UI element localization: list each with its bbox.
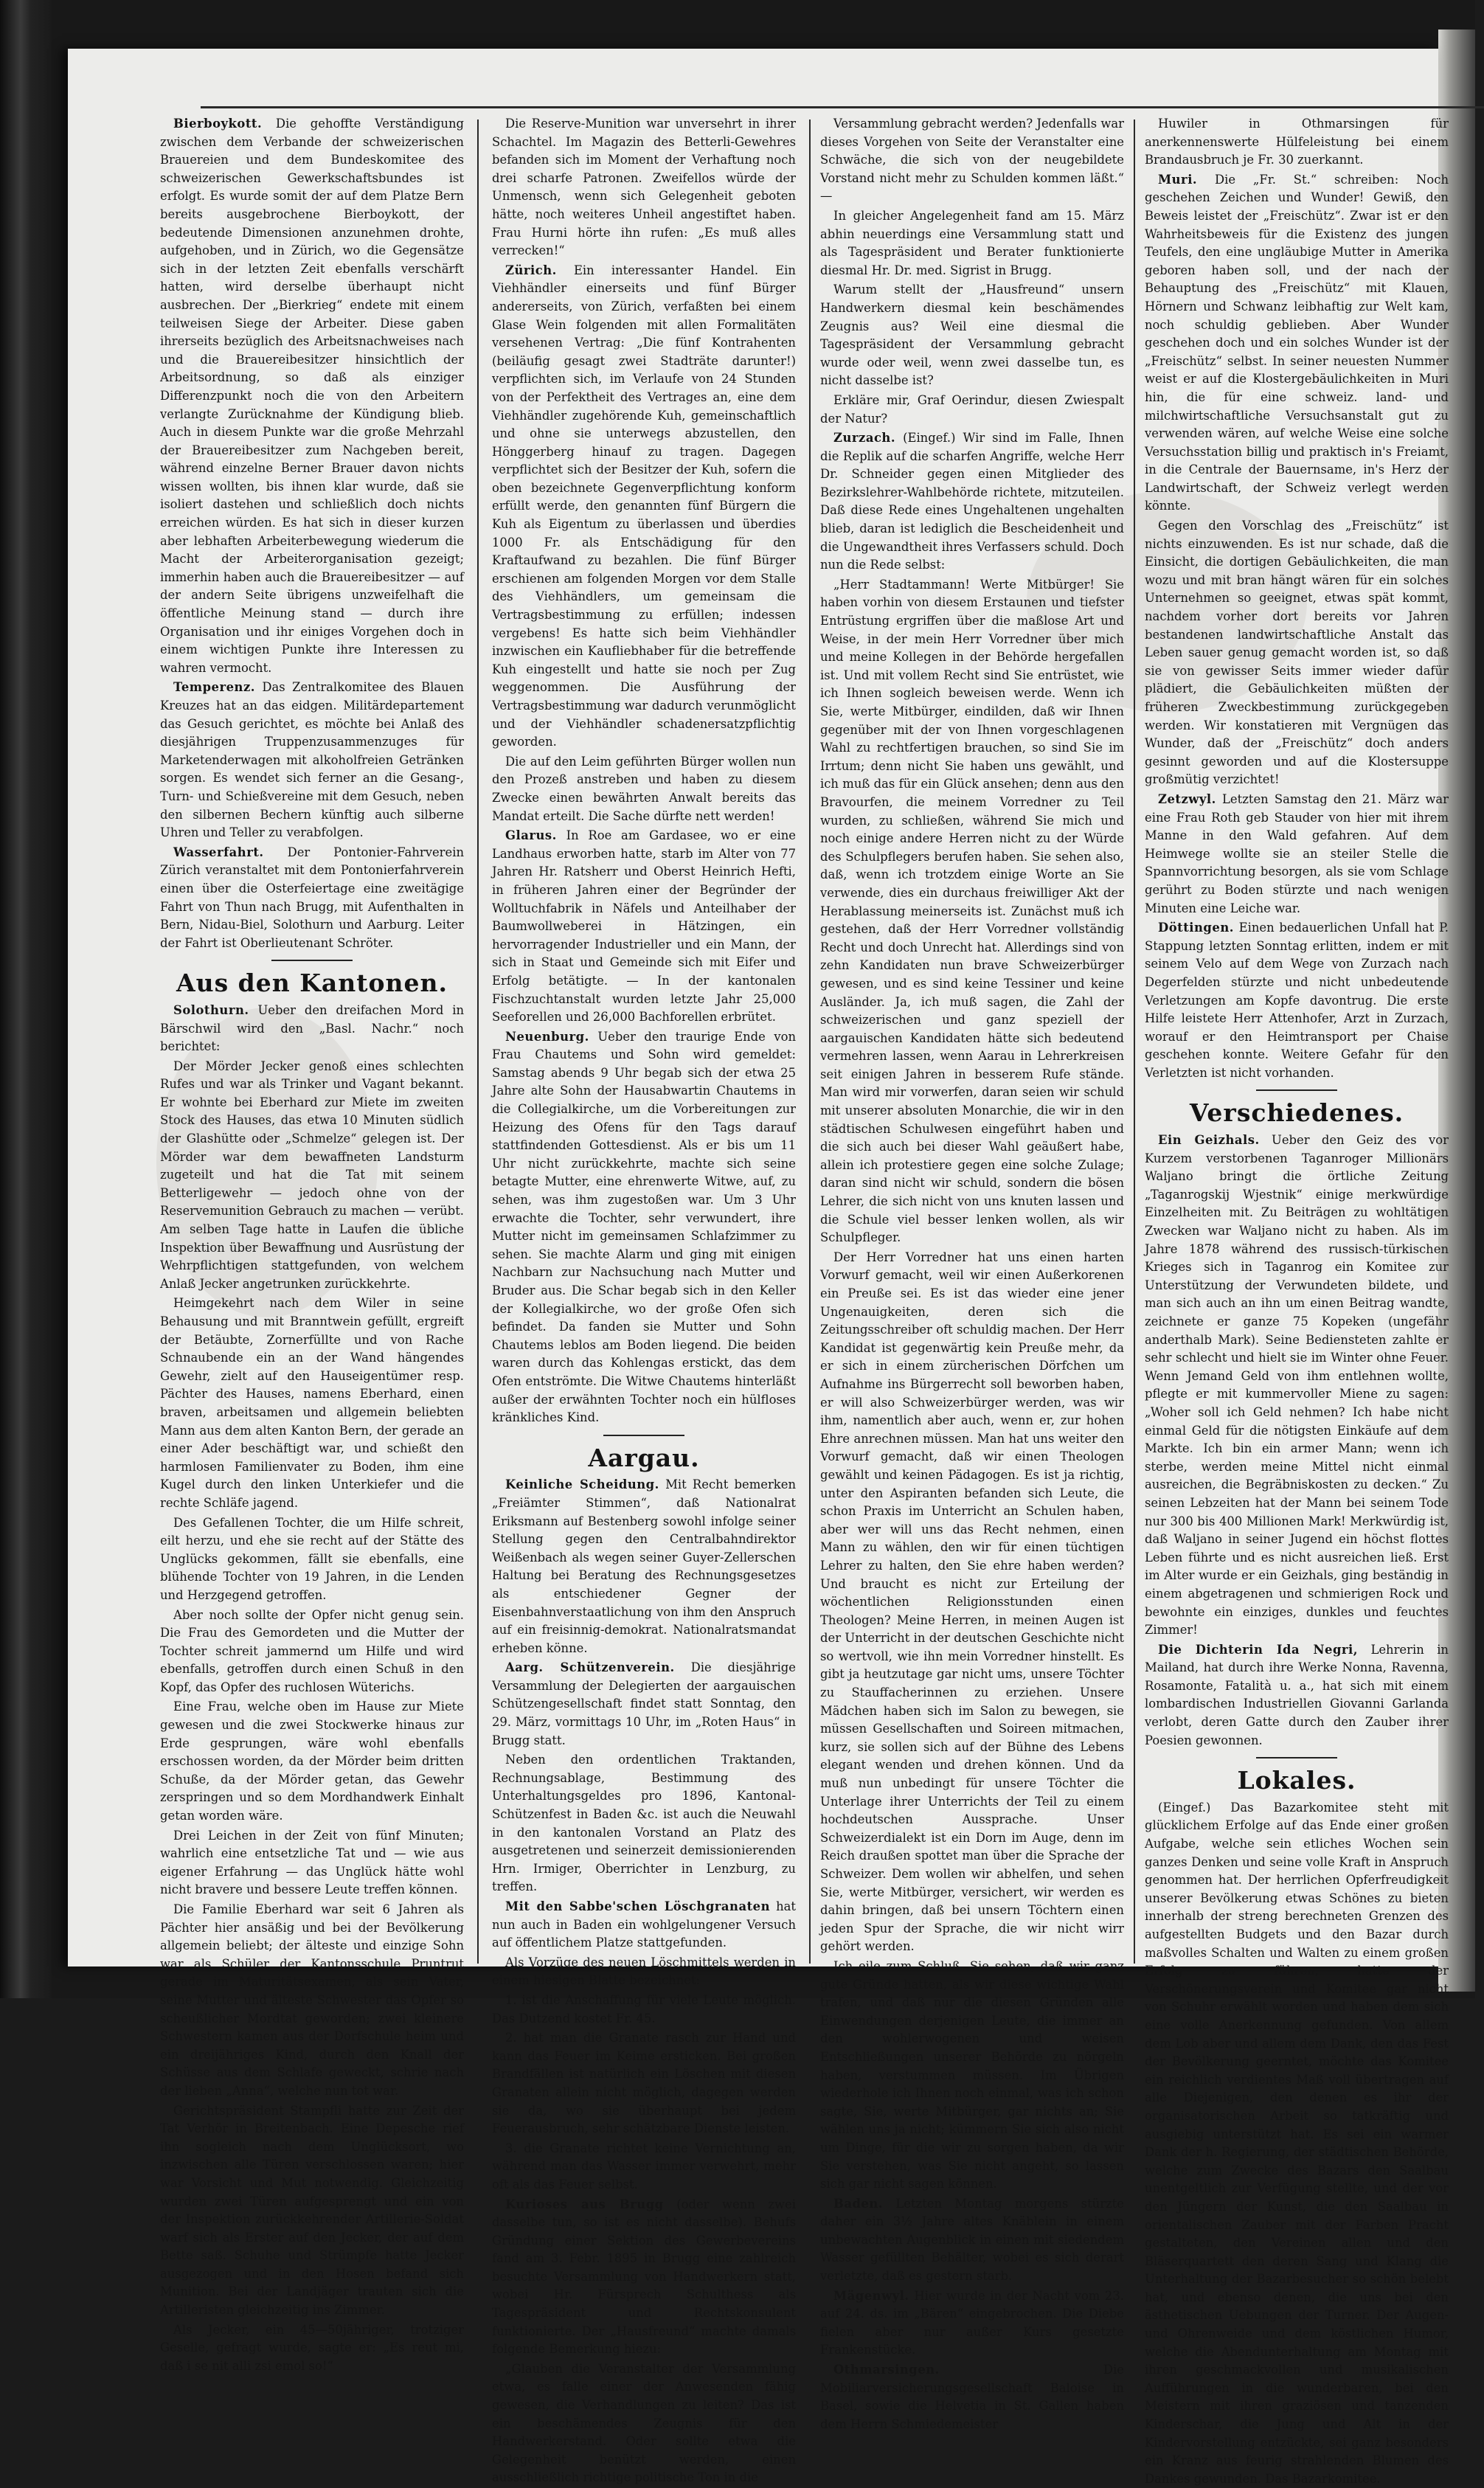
article-paragraph [1145, 115, 1449, 170]
article-paragraph [492, 1476, 796, 1657]
column-rule [477, 119, 479, 1964]
article-lead: Keinliche Scheidung. [505, 1477, 659, 1492]
column-2 [492, 115, 797, 2485]
section-divider [603, 1435, 684, 1436]
article-paragraph [160, 1698, 464, 1825]
book-binding [0, 0, 52, 1998]
article-paragraph [820, 1958, 1124, 2194]
section-divider [1256, 1089, 1337, 1091]
article-text: Ueber den traurige Ende von Frau Chautems und Sohn wird gemeldet: Samstag abends 9 Uhr begab sich der etwa 25 Jahre alte Sohn der Hausabwartin Chautems in die Collegialkirche, um die Vorbereitungen zur Heizung des Ofens für den Tags darauf stattfindenden Gottesdienst. Als er bis um 11 Uhr nicht zurückkehrte, machte sich seine betagte Mutter, eine ehrenwerte Witwe, auf, zu sehen, was ihm zugestoßen war. Um 3 Uhr erwachte die Tochter, sehr verwundert, ihre Mutter nicht im gemeinsamen Schlafzimmer zu sehen. Sie machte Alarm und ging mit einigen Nachbarn zur Nachsuchung nach Mutter und Bruder aus. Die Schar begab sich in den Keller der Kollegialkirche, wo der große Ofen sich befindet. Da fanden sie Mutter und Sohn Chautems leblos am Boden liegend. Die beiden waren durch das Kohlengas erstickt, das dem Ofen entströmte. Die Witwe Chautems hinterläßt außer der erwähnten Tochter noch ein hülfloses kränkliches Kind. [492, 1029, 797, 1425]
article-lead: Mit den Sabbe'schen Löschgranaten [505, 1899, 770, 1913]
article-text: Gegen den Vorschlag des „Freischütz“ ist nichts einzuwenden. Es ist nur schade, daß die Einsicht, die dortigen Gebäulichkeiten, die man wozu und mit bran hängt wären für ein solches Unternehmen so geeignet, etwas spät kommt, nachdem vorher dort bereits vor Jahren bestandenen landwirtschaftliche Anstalt das Leben sauer genug gemacht worden ist, so daß sie von gewisser Seits immer wieder dafür plädiert, die Gebäulichkeiten müßten der früheren Zweckbestimmung zurückgegeben werden. Wir konstatieren mit Vergnügen das Wunder, daß der „Freischütz“ doch anders gesinnt geworden und auf die Klostersuppe großmütig verzichtet! [1145, 519, 1449, 787]
article-paragraph [820, 2195, 1124, 2286]
article-text: Als Jecker, ein 45—50jähriger, trotziger Geselle, gefragt wurde, sagte er: „Es reut mi, daß i se nit alli zsi emol so!“ [160, 2322, 464, 2373]
article-lead: Döttingen. [1158, 921, 1234, 935]
article-text: Die Familie Eberhard war seit 6 Jahren als Pächter hier ansäßig und bei der Bevölkerung allgemein beliebt; der älteste und einzige Sohn war als Schüler der Kantonsschule Pruntrut gerade im Maturitätsexamen, als sein Vater, seine Mutter und älteste Schwester das Opfer so scheußlicher Mordtat geworden; zwei kleinere Schwestern kamen aus der Dorfschule heim und ein dreijähriges Kind, durch den Knall der Schüsse aus dem Schlafe geweckt, schrie nach der lieben „Anna“, welche nun tot war. [160, 1902, 464, 2098]
article-text: Der Herr Vorredner hat uns einen harten Vorwurf gemacht, weil wir einen Außerkorenen ein Preuße sei. Es ist das wieder eine jener Ungenauigkeiten, deren sich die Zeitungsschreiber oft schuldig machen. Der Herr Kandidat ist gegenwärtig kein Preuße mehr, da er sich in einem zürcherischen Dörfchen um Aufnahme ins Bürgerrecht soll beworben haben, er will also Schweizerbürger werden, was wir ihm, namentlich aber auch, wenn er, zur hohen Ehre anrechnen müssen. Man hat uns weiter den Vorwurf gemacht, daß wir einen Theologen gewählt und keinen Pädagogen. Es ist ja richtig, unter den Aspiranten befanden sich Leute, die schon Praxis im Unterricht an Schulen haben, aber wer will uns das Recht nehmen, einen Mann zu wählen, den wir für einen tüchtigen Lehrer zu halten, den Sie ehre haben werden? Und braucht es nicht zur Erteilung der wöchentlichen Religionsstunden einen Theologen? Meine Herren, in meinen Augen ist der Unterricht in der deutschen Geschichte nicht so wertvoll, wie ihn mein Vorredner hinstellt. Es gibt ja heutzutage gar nicht ums, unsere Töchter zu Stauffacherinnen zu erziehen. Unsere Mädchen haben sich im Salon zu bewegen, sie müssen Gesellschaften und Soireen mitmachen, kurz, sie sollen sich auf der Bühne des Lebens elegant wenden und drehen können. Und da muß nun unbedingt für unsere Töchter die Unterlage ihrer Unterrichts der Teil zu einem hochdeutschen Aussprache. Unser Schweizerdialekt ist ein Dorn im Auge, denn im Reich draußen spottet man über die Sprache der Schweizer. Dem wollen wir abhelfen, und sehen Sie, werte Mitbürger, versichert, wir werden es dahin bringen, daß bei unsern Töchtern einen jeden Spur der Sprache, die wir nicht wirr gehört werden. [820, 1250, 1124, 1954]
top-rule [201, 106, 1484, 108]
article-paragraph [492, 2029, 796, 2138]
article-text: Drei Leichen in der Zeit von fünf Minuten; wahrlich eine entsetzliche Tat und — wie aus eigener Erfahrung — das Unglück hätte wohl nicht bravere und bessere Leute treffen können. [160, 1828, 464, 1897]
article-paragraph [820, 576, 1124, 1247]
section-heading: Aargau. [588, 1443, 700, 1472]
article-text: (Eingef.) Das Bazarkomitee steht mit glücklichem Erfolge auf das Ende einer großen Aufgabe, welche sein etliches Wochen sein ganzes Denken und seine volle Kraft in Anspruch genommen hat. Der herrlichen Opferfreudigkeit unserer Bevölkerung etwas Schönes zu bieten innerhalb der streng berechneten Grenzen des aufgestellten Budgets und den Bazar durch maßvolles Schalten und Walten zu einem großen Erfolg zu führen, hatte der Verschönerungsverein und Komitee gar nicht von Schuhr erwählt worden und haben dem sich eine volle Anerkennung gefunden. Von allem dem Lob aber und allem dem Dank, den das Fest der Bevölkerung geerntet, möchte das Komitee ein reichlich verdientes Maß voll übertragen auf alle Diejenigen, den denen es ihr der organisatorischen Arbeit so tatkräftig und ausgiebig unterstützt hat. Es sei ein warmer Dank der h. Regierung, der städtischen Behörde, welche zum Zwecke des Bazars den Saalbau unentgeltlich zur Verfügung stellte, und der vor den Jüngern der Kunst, die den Saalbau in orientalischen Zauber mit der Farben Pracht gestalteten, den Vereinen allen und den Bläserquartett den deren Sang und Klang die Unterhaltung der Bazarbesucher so schön belebt hat, und ebenso denen, die uns bei den ästhetischen Uebungen der Turner. Der Augen- und Ohrenweide und dem köstlichen Humor, welche die Abendunterhaltung am Montag mit ihren geschmackvollen und musikalischen Aufführungen in die wunderbaren, bei den Meistern mit ihren graziösen und tanzenden Kinderschar, die Jung und Alt in der Kindervorstellung entzückte, sei ganz besonders ein Kranz aus feurig strahlenden Blumen des Dankes gewunden. Das Bazarkomitee. [1145, 1800, 1449, 2486]
section-divider [1256, 1757, 1337, 1758]
article-text: Der Pontonier-Fahrverein Zürich veranstaltet mit dem Pontonierfahrverein einen über die Osterfeiertage eine zweitägige Fahrt von Thun nach Brugg, mit Aufenthalten in Bern, Nidau-Biel, Solothurn und Aarburg. Leiter der Fahrt ist Oberlieutenant Schröter. [160, 845, 464, 950]
article-paragraph [1145, 1641, 1449, 1750]
column-rule [1134, 119, 1135, 1964]
article-lead: Neuenburg. [505, 1029, 589, 1044]
article-paragraph [1145, 1799, 1449, 2488]
article-lead: Bierboykott. [173, 117, 263, 131]
article-text: Das Zentralkomitee des Blauen Kreuzes hat an das eidgen. Militärdepartement das Gesuch gerichtet, es möchte bei Anlaß des diesjährigen Truppenzusammenzuges für Marketenderwagen mit alkoholfreien Getränken sorgen. Es wendet sich ferner an die Gesang-, Turn- und Schießvereine mit dem Gesuch, neben den silbernen Bechern künftig auch silberne Uhren und Teller zu verabfolgen. [160, 680, 464, 840]
article-text: Mit Recht bemerken „Freiämter Stimmen“, daß Nationalrat Eriksmann auf Bestenberg sowohl infolge seiner Stellung gegen den Centralbahndirektor Weißenbach als wegen seiner Guyer-Zellerschen Haltung bei Beratung des Rechnungsgesetzes als entschiedener Gegner der Eisenbahnverstaatlichung von ihm den Anspruch auf ein freisinnig-demokrat. Nationalratsmandat erheben könne. [492, 1477, 796, 1655]
article-text: Versammlung gebracht werden? Jedenfalls war dieses Vorgehen von Seite der Veranstalter eine Schwäche, die sich von der neugebildete Vorstand nicht mehr zu Schulden kommen läßt.“ — [820, 117, 1124, 204]
article-lead: Wasserfahrt. [173, 845, 264, 859]
article-paragraph [160, 2102, 464, 2320]
article-paragraph [492, 1659, 796, 1750]
article-paragraph [160, 2321, 464, 2376]
article-text: Der Mörder Jecker genoß eines schlechten Rufes und war als Trinker und Vagant bekannt. Er wohnte bei Eberhard zur Miete im zweiten Stock des Hauses, das etwa 10 Minuten südlich der Glashütte oder „Schmelze“ gelegen ist. Der Mörder war dem bewaffneten Landsturm zugeteilt und hat die Tat mit seinem Betterligewehr — jedoch ohne von der Reservemunition Gebrauch zu machen — verübt. Am selben Tage hatte in Laufen die übliche Inspektion über Bewaffnung und Ausrüstung der Wehrpflichtigen stattgefunden, von welchem Anlaß Jecker angetrunken zurückkehrte. [160, 1058, 464, 1291]
article-paragraph [160, 115, 464, 677]
article-paragraph [820, 281, 1124, 390]
article-text: Letzten Montag morgens stürzte daher ein 3½ Jahre altes Knäblein in einem unbewachten Augenblick in einen mit siedendem Wasser gefüllten Behälter, wobei es sich derart verletzte, daß es gestern starb. [820, 2196, 1124, 2284]
article-text: Einen bedauerlichen Unfall hat P. Stappung letzten Sonntag erlitten, indem er mit seinem Velo auf dem Wege von Zurzach nach Degerfelden stürzte und nicht unbedeutende Verletzungen am Kopfe davontrug. Die erste Hilfe leistete Herr Attenhofer, Arzt in Zurzach, worauf er den Heimtransport per Chaise geschehen konnte. Weitere Gefahr für den Verletzten ist nicht vorhanden. [1145, 921, 1449, 1080]
section-heading: Aus den Kantonen. [176, 968, 448, 998]
article-text: „Herr Stadtammann! Werte Mitbürger! Sie haben vorhin von diesem Erstaunen und tiefster Entrüstung ergriffen über die maßlose Art und Weise, in der mein Herr Vorredner über mich und meine Kollegen in der Behörde hergefallen ist. Und mit vollem Recht sind Sie entrüstet, wie ich Ihnen sogleich beweisen werde. Wenn ich Sie, werte Mitbürger, eindilden, daß wir Ihnen gegenüber mit der von Ihnen vorgeschlagenen Wahl zu rechtfertigen brauchen, so sind Sie im Irrtum; denn nicht Sie haben uns gewählt, und ich muß das für ein Glück ansehen; denn aus den Bravourfen, die meinem Vorredner zu Teil wurden, zu schließen, während Sie mich und noch einige andere Herren nicht zu der Würde des Schulpflegers berufen haben. Sie sehen also, daß, wenn ich trotzdem einige Worte an Sie verwende, dies ein durchaus freiwilliger Akt der Herablassung meinerseits ist. Zunächst muß ich gestehen, daß der Herr Vorredner vollständig Recht und doch Unrecht hat. Allerdings sind von zehn Kandidaten nun brave Schweizerbürger gewesen, und es sind keine Tessiner und keine Ausländer. Ja, ich muß sagen, die Zahl der schweizerischen und ganz speziell der aargauischen Kandidaten hätte sich bedeutend vermehren lassen, wenn Aarau in Lehrerkreisen seit einigen Jahren in besserem Rufe stände. Man wird mir vorwerfen, daran seien wir schuld mit unserer absoluten Monarchie, die wir in den städtischen Schulwesen eingeführt haben und die sich auch bei dieser Wahl geäußert habe, allein ich protestiere gegen eine solche Zulage; daran sind nicht wir schuld, sondern die bösen Lehrer, die sich nicht von uns knuten lassen und die Schule viel besser lenken wollen, als wir Schulpfleger. [820, 577, 1124, 1245]
article-paragraph [820, 1249, 1124, 1956]
article-lead: Temperenz. [173, 680, 255, 695]
article-paragraph [160, 1295, 464, 1512]
article-lead: Othmarsingen. [833, 2363, 940, 2377]
article-paragraph [820, 392, 1124, 428]
article-lead: Zetzwyl. [1158, 791, 1216, 806]
article-text: Huwiler in Othmarsingen für anerkennenswerte Hülfeleistung bei einem Brandausbruch je Fr. 30 zuerkannt. [1145, 117, 1449, 167]
article-paragraph [1145, 919, 1449, 1082]
article-lead: Die Dichterin Ida Negri, [1158, 1642, 1358, 1657]
article-text: Als Vorzüge des neuen Löschmittels werden in einem hiesigen Blatte bezeichnet: [492, 1955, 796, 1988]
article-paragraph [492, 2196, 796, 2359]
article-text: 3. die Granate richtet keine Vernichtung an, während man das Wasser immer verwehrt, mehr oft als das Feuer selbst. [492, 2141, 796, 2191]
article-paragraph [492, 1028, 796, 1427]
article-paragraph [820, 2361, 1124, 2433]
article-text: 2. hat man die Granate rasch zur Hand und kann das Feuer im Keime ersticken. Bei großen Brandfällen ist natürlich ein Löschen mit diesen Granaten allein nicht möglich, dagegen werden sie da, wo sie überhaupt bei jedem Feuerausbruch, sehr schätzbare Dienste leisten. [492, 2031, 796, 2136]
article-text: Warum stellt der „Hausfreund“ unsern Handwerkern diesmal kein beschämendes Zeugnis aus? Weil eine diesmal die Tagespräsident der Versammlung gebracht wurde oder weil, wenn zwei dasselbe tun, es nicht dasselbe ist? [820, 283, 1124, 388]
article-text: Erkläre mir, Graf Oerindur, diesen Zwiespalt der Natur? [820, 392, 1124, 426]
article-paragraph [492, 1992, 796, 2028]
article-paragraph [160, 1827, 464, 1899]
article-paragraph [1145, 171, 1449, 516]
column-rule [809, 119, 811, 1964]
article-lead: Ein Geizhals. [1158, 1133, 1260, 1148]
article-lead: Muri. [1158, 172, 1198, 187]
article-paragraph [160, 844, 464, 953]
article-text: Die gehoffte Verständigung zwischen dem Verbande der schweizerischen Brauereien und dem Bundeskomitee des schweizerischen Gewerkschaftsbundes ist erfolgt. Es wurde somit der auf dem Platze Bern bereits ausgebrochene Bierboykott, der bedeutende Dimensionen anzunehmen drohte, aufgehoben, und in Zürich, wo die Gegensätze sich in der letzten Zeit ebenfalls verschärft hatten, wird derselbe überhaupt nicht ausbrechen. Der „Bierkrieg“ endete mit einem teilweisen Siege der Arbeiter. Diese gaben ihrerseits bezüglich des Arbeitsnachweises nach und die Brauereibesitzer hinsichtlich der Arbeitsordnung, so daß als einziger Differenzpunkt noch die von den Arbeitern verlangte Zurücknahme der Kündigung blieb. Auch in diesem Punkte war die große Mehrzahl der Brauereibesitzer zum Nachgeben bereit, während einzelne Berner Brauer davon nichts wissen wollten, bis ihnen klar wurde, daß sie isoliert dastehen und schließlich doch nichts erreichen würden. Es hat sich in dieser kurzen aber lebhaften Arbeiterbewegung wiederum die Macht der Arbeiterorganisation gezeigt; immerhin haben auch die Brauereibesitzer — auf der andern Seite übrigens unzweifelhaft die öffentliche Meinung stand — durch ihre Organisation und ihr einiges Vorgehen doch in einem wichtigen Punkte ihre Interessen zu wahren vermocht. [160, 117, 464, 675]
article-paragraph [160, 1607, 464, 1697]
article-paragraph [492, 262, 796, 752]
article-text: Ueber den Geiz des vor Kurzem verstorbenen Taganroger Millionärs Waljano bringt die örtliche Zeitung „Taganrogskij Wjestnik“ einige merkwürdige Einzelheiten mit. Zu Beiträgen zu wohltätigen Zwecken war Waljano nicht zu haben. Als im Jahre 1878 während des russisch-türkischen Krieges sich in Taganrog ein Komitee zur Unterstützung der Verwundeten bildete, und man sich auch an ihn um einen Beitrag wandte, zeichnete er ganze 75 Kopeken (ungefähr anderthalb Mark). Seine Bediensteten zahlte er sehr schlecht und hielt sie im Winter ohne Feuer. Wenn Jemand Geld von ihm entlehnen wollte, pflegte er mit kummervoller Miene zu sagen: „Woher soll ich Geld nehmen? Ich habe nicht einmal Geld für die nötigsten Einkäufe auf dem Markte. Ich bin ein armer Mann; wenn ich sterbe, werden meine Mittel nicht einmal ausreichen, die Begräbniskosten zu decken.“ Zu seinen Lebzeiten hat der Mann bei seinem Tode nur 300 bis 400 Millionen Mark! Merkwürdig ist, daß Waljano in seiner Jugend ein höchst flottes Leben führte und es nicht ausreichen ließ. Erst im Alter wurde er ein Geizhals, ging beständig in einem abgetragenen und schmierigen Rock und bewohnte ein einziges, dunkles und feuchtes Zimmer! [1145, 1133, 1449, 1638]
article-text: (oder wenn zwei dasselbe tun, so ist es nicht dasselbe). Behufs Gründung einer Sektion des Gewerbevereins fand am 3. Febr. 1895 in Brugg eine zahlreich besuchte Versammlung von Handwerkern statt, wobei Hr. Fürsprech Schulthess als Tagespräsident und Rechtskonsulent funktionierte. Der „Hausfreund“ machte damals folgende Bemerkung hiezu: [492, 2197, 796, 2357]
article-paragraph [492, 1954, 796, 1990]
article-paragraph [160, 1901, 464, 2101]
article-text: hat nun auch in Baden ein wohlgelungener Versuch auf öffentlichem Platze stattgefunden. [492, 1899, 796, 1950]
article-paragraph [492, 753, 796, 825]
article-text: Die diesjährige Versammlung der Delegierten der aargauischen Schützengesellschaft findet statt Sonntag, den 29. März, vormittags 10 Uhr, im „Roten Haus“ in Brugg statt. [492, 1660, 797, 1747]
article-paragraph [492, 2360, 796, 2487]
article-paragraph [160, 1514, 464, 1605]
article-text: Ich eile zum Schluß. Sie sehen, daß wir ganz gute Gründe hatten, als wir diese wichtige Wahl trafen, und daß nur die diesen Gründen alle Einwendungen derjenigen Leute, die immer an den wohlerwogenen und weisen Entschließungen unserer Behörde zu nörgeln haben, verstummen müssen. Im Übrigen wiederhole ich Ihnen noch einmal, was ich schon sagte, Sie, werte Mitbürger, gar nichts an; Sie wählen uns ja nicht; kümmern Sie sich also nicht um Dinge, für die wir zu sorgen haben, da wir Sie verstehen, was Sie nicht angeht, so lassen sich gar nicht sagen können. [820, 1958, 1124, 2191]
article-paragraph [160, 679, 464, 842]
article-text: Aber noch sollte der Opfer nicht genug sein. Die Frau des Gemordeten und die Mutter der Tochter schreit jammernd um Hilfe und wird ebenfalls, getroffen durch einen Schuß in den Kopf, das Opfer des ruchlosen Wüterichs. [160, 1607, 464, 1694]
article-paragraph [492, 115, 796, 260]
article-lead: Mägenwyl. [833, 2288, 909, 2303]
article-text: Eine Frau, welche oben im Hause zur Miete gewesen und die zwei Stockwerke hinaus zur Erde gesprungen, wäre wohl ebenfalls erschossen worden, da der Mörder beim dritten Schuße, da der Mörder getan, das Gewehr zerspringen und so dem Mordhandwerk Einhalt getan worden wäre. [160, 1699, 464, 1823]
section-heading: Verschiedenes. [1189, 1098, 1404, 1128]
article-paragraph [160, 1002, 464, 1056]
article-lead: Kurioses aus Brugg [505, 2197, 664, 2211]
article-lead: Aarg. Schützenverein. [505, 1660, 675, 1675]
article-paragraph [1145, 1132, 1449, 1640]
article-text: Letzten Samstag den 21. März war eine Frau Roth geb Stauder von hier mit ihrem Manne in den Wald gefahren. Auf dem Heimwege wollte sie an steiler Stelle die Spannvorrichtung besorgen, als sie vom Schlage gerührt zu Boden stürzte und nach wenigen Minuten eine Leiche war. [1145, 791, 1449, 915]
article-paragraph [820, 429, 1124, 575]
article-paragraph [1145, 517, 1449, 789]
section-divider [271, 960, 353, 961]
article-text: Die Reserve-Munition war unversehrt in ihrer Schachtel. Im Magazin des Betterli-Gewehres befanden sich im Moment der Verhaftung noch drei scharfe Patronen. Zweifellos würde der Unmensch, wenn sich Gelegenheit geboten hätte, noch weiteres Unheil angestiftet haben. Frau Hurni hörte ihn rufen: „Es muß alles verrecken!“ [492, 117, 796, 258]
article-text: (Eingef.) Wir sind im Falle, Ihnen die Replik auf die scharfen Angriffe, welche Herr Dr. Schneider gegen einen Mitglieder des Bezirkslehrer-Wahlbehörde richtete, mitzuteilen. Daß diese Rede eines Ungehaltenen ungehalten blieb, daran ist lediglich die Bescheidenheit und die Ungewandtheit ihres Verfassers schuld. Doch nun die Rede selbst: [820, 431, 1124, 572]
article-text: „Glauben die Veranstalter der Versammlung etwa, es falle einer der Anwesenden fähig gewesen, die Verhandlungen zu leiten? Das ist ein beschämendes Zeugnis für den Handwerkerstand. Oder sollte etwa die Gelegenheit benützt werden, einen ausschließlich richtige politische Ton in die [492, 2361, 796, 2485]
article-paragraph [492, 2140, 796, 2194]
article-text: Heimgekehrt nach dem Wiler in seine Behausung und mit Branntwein gefüllt, ergreift der Betäubte, Zornerfüllte und von Rache Schnaubende ein an der Wand hängendes Gewehr, zielt auf den Hauseigentümer resp. Pächter des Hauses, namens Eberhard, einen braven, arbeitsamen und allgemein beliebten Mann aus dem alten Kanton Bern, der gerade an einer Ader beschäftigt war, und schießt den harmlosen Familienvater zu Boden, ihm eine Kugel durch den linken Unterkiefer und die rechte Schläfe jagend. [160, 1296, 464, 1510]
article-paragraph [1145, 791, 1449, 918]
article-paragraph [820, 115, 1124, 206]
article-lead: Zürich. [505, 263, 557, 277]
article-text: In gleicher Angelegenheit fand am 15. März abhin neuerdings eine Versammlung statt und als Tagespräsident und Berater funktionierte diesmal Hr. Dr. med. Sigrist in Brugg. [820, 208, 1124, 277]
article-paragraph [820, 2287, 1124, 2360]
column-1 [160, 115, 464, 2373]
article-text: Neben den ordentlichen Traktanden, Rechnungsablage, Bestimmung des Unterhaltungsgeldes pro 1896, Kantonal-Schützenfest in Baden &c. ist auch die Neuwahl in den kantonalen Vorstand an Platz des ausgetretenen und seinerzeit demissionierenden Hrn. Irmiger, Oberrichter in Lenzburg, zu treffen. [492, 1753, 796, 1894]
article-text: Die Mobiliarversicherungsgesellschaft Baloise in Basel, sowie die Helvetia in St. Gallen haben dem Herrn Schmiedemeister [820, 2363, 1124, 2431]
article-text: Ein interessanter Handel. Ein Viehhändler einerseits und fünf Bürger andererseits, von Zürich, verfaßten bei einem Glase Wein folgenden mit allen Formalitäten versehenen Vertrag: „Die fünf Kontrahenten (beiläufig gesagt zwei Stadträte darunter!) verpflichten sich, im Verlaufe von 24 Stunden von der Perfektheit des Vertrages an, eine dem Viehhändler zugehörende Kuh, gemeinschaftlich und ohne sie unterwegs abzustellen, den Hönggerberg hinauf zu tragen. Dagegen verpflichtet sich der Besitzer der Kuh, sofern die oben bezeichnete Gegenverpflichtung konform erfüllt werde, den genannten fünf Bürgern die Kuh als Eigentum zu überlassen und überdies 1000 Fr. als Entschädigung für den Kraftaufwand zu bezahlen. Die fünf Bürger erschienen am folgenden Morgen vor dem Stalle des Viehhändlers, um gemeinsam die Vertragsbestimmung zu erfüllen; indessen vergebens! Es hatte sich beim Viehhändler inzwischen ein Kaufliebhaber für die betreffende Kuh eingestellt und hatte sie noch per Zug weggenommen. Die Ausführung der Vertragsbestimmung war dadurch verunmöglicht und der Viehhändler schadenersatzpflichtig geworden. [492, 263, 796, 749]
section-heading: Lokales. [1237, 1766, 1356, 1795]
article-lead: Solothurn. [173, 1002, 249, 1017]
article-lead: Zurzach. [833, 431, 896, 446]
article-text: Gerichtspräsident Stampfli hatte zur Zeit der Tat Verhör in Breitenbach. Eine Depesche rief ihn sogleich nach dem Unglücksort, wo inzwischen alle Türen verschlossen waren; hier war Vorsicht und Mut notwendig. Gleichzeitig wurden zwei Türen aufgesprengt und ein von der Inspektion zurückkehrender Artillerie-Soldat warf sich als Erster auf den Jecker, der auf dem Bette saß. Schuhe und Strümpfe hatte Jecker ausgezogen und in den Hosen befand sich Munition. Bei der Landjäger trauten sich die Artilleristen gleichzeitig ins Zimmer. [160, 2103, 464, 2318]
article-lead: Baden. [833, 2196, 883, 2211]
article-paragraph [492, 1751, 796, 1896]
article-text: Hier wurde in der Nacht vom 23. auf 24. ds. im „Bären“ eingebrochen. Die Diebe fielen aber nur außer Kurs gesetzte Frankenstücke. [820, 2288, 1124, 2357]
column-4 [1145, 115, 1449, 2486]
article-text: Ueber den dreifachen Mord in Bärschwil wird den „Basl. Nachr.“ noch berichtet: [160, 1002, 464, 1054]
article-text: In Roe am Gardasee, wo er eine Landhaus erworben hatte, starb im Alter von 77 Jahren Hr. Ratsherr und Oberst Heinrich Hefti, in früheren Jahren einer der Begründer der Wolltuchfabrik in Näfels und Anteilhaber der Baumwollweberei in Hätzingen, ein hervorragender Industrieller und ein Mann, der sich in Staat und Gemeinde sich mit Eifer und Erfolg betätigte. — In der kantonalen Fischzuchtanstalt wurden letzte Jahr 25,000 Seeforellen und 26,000 Bachforellen erbrütet. [492, 828, 796, 1025]
article-paragraph [160, 1058, 464, 1294]
article-text: Die auf den Leim geführten Bürger wollen nun den Prozeß anstreben und haben zu diesem Zwecke einen bewährten Anwalt bereits das Mandat erteilt. Die Sache dürfte nett werden! [492, 754, 796, 823]
article-paragraph [492, 827, 796, 1027]
article-lead: Glarus. [505, 828, 557, 843]
article-text: Lehrerin in Mailand, hat durch ihre Werke Nonna, Ravenna, Rosamonte, Fatalità u. a., hat sich mit einem lombardischen Industriellen Giovanni Garlanda verlobt, deren Gatte durch den Zauber ihrer Poesien gewonnen. [1145, 1642, 1449, 1747]
article-paragraph [492, 1898, 796, 1952]
article-text: Die „Fr. St.“ schreiben: Noch geschehen Zeichen und Wunder! Gewiß, den Beweis leistet der „Freischütz“. Zwar ist er den Wahrheitsbeweis für die Existenz des jungen Teufels, den eine ungläubige Mutter in Amerika geboren haben soll, und der nach der Behauptung des „Freischütz“ mit Klauen, Hörnern und Schwanz leibhaftig zur Welt kam, noch schuldig geblieben. Aber Wunder geschehen doch und ein solches Wunder ist der „Freischütz“ selbst. In seiner neuesten Nummer weist er auf die Klostergebäulichkeiten in Muri hin, die für eine schweiz. land- und milchwirtschaftliche Versuchsanstalt gut zu verwenden wären, auf welche Weise eine solche Versuchsstation billig und praktisch in's Freiamt, in die Centrale der Bauernsame, in's Herz der Landwirtschaft, der Schweiz verlegt werden könnte. [1145, 172, 1449, 513]
article-paragraph [820, 207, 1124, 280]
newspaper-page [68, 49, 1449, 2486]
article-text: Des Gefallenen Tochter, die um Hilfe schreit, eilt herzu, und ehe sie recht auf der Stätte des Unglücks gekommen, fällt sie ebenfalls, eine blühende Tochter von 19 Jahren, in die Lenden und Herzgegend getroffen. [160, 1515, 464, 1602]
column-3 [820, 115, 1124, 2431]
article-text: 1. ist die Anschaffung für viele Leute möglich. Das Dutzend kostet Fr. 45. [492, 1992, 796, 2026]
